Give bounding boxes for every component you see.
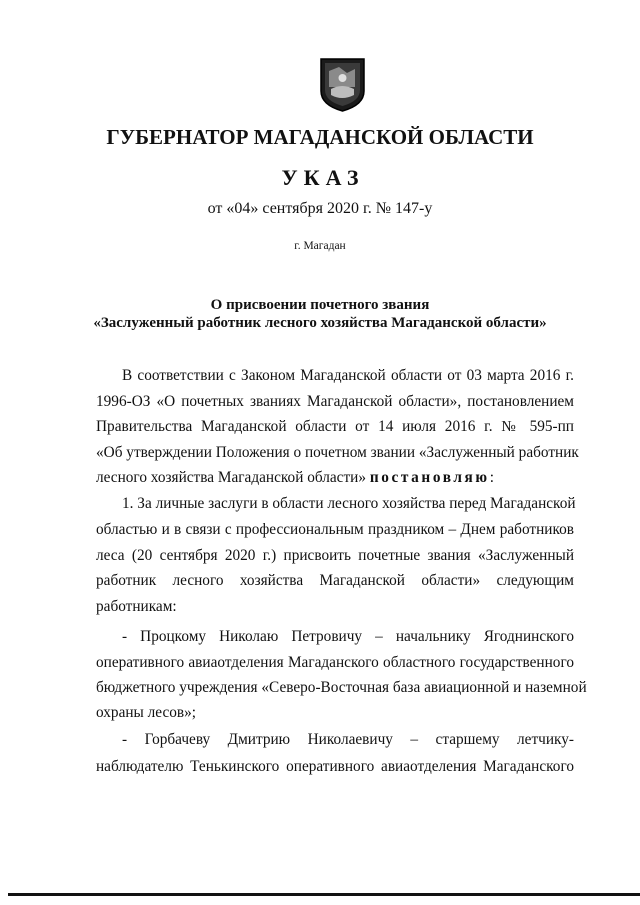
- document-date-number: от «04» сентября 2020 г. № 147-у: [207, 200, 433, 217]
- preamble-last-line: [96, 468, 574, 488]
- coat-of-arms-emblem: [319, 57, 366, 113]
- preamble-line: В соответствии с Законом Магаданской области от 03 марта 2016 г.: [122, 367, 574, 384]
- preamble-line: лесного хозяйства Магаданской области»: [96, 469, 366, 486]
- preamble-line: Правительства Магаданской области от 14 июля 2016 г. № 595-пп: [96, 418, 574, 435]
- document-title-line-1: О присвоении почетного звания: [210, 297, 430, 313]
- awardee-line: бюджетного учреждения «Северо-Восточная база авиационной и наземной: [96, 679, 587, 696]
- awardee-line: охраны лесов»;: [96, 704, 197, 721]
- preamble-line: «Об утверждении Положения о почетном звании «Заслуженный работник: [96, 444, 579, 461]
- item-1-line: работник лесного хозяйства Магаданской области» следующим: [96, 572, 574, 589]
- awardee-line: наблюдателю Тенькинского оперативного авиаотделения Магаданского: [96, 758, 574, 775]
- issuing-authority: ГУБЕРНАТОР МАГАДАНСКОЙ ОБЛАСТИ: [106, 125, 534, 149]
- item-1-line: 1. За личные заслуги в области лесного хозяйства перед Магаданской: [122, 495, 576, 512]
- page-bottom-border: [8, 893, 640, 896]
- document-place: г. Магадан: [294, 240, 346, 252]
- document-title-line-2: «Заслуженный работник лесного хозяйства Магаданской области»: [93, 315, 547, 331]
- item-1-line: работникам:: [96, 598, 177, 615]
- awardee-line: оперативного авиаотделения Магаданского областного государственного: [96, 654, 574, 671]
- item-1-line: леса (20 сентября 2020 г.) присвоить почетные звания «Заслуженный: [96, 547, 574, 564]
- item-1-line: областью и в связи с профессиональным праздником – Днем работников: [96, 521, 574, 538]
- preamble-line: 1996-ОЗ «О почетных званиях Магаданской области», постановлением: [96, 393, 574, 410]
- decree-colon: :: [489, 469, 494, 486]
- awardee-line: - Процкому Николаю Петровичу – начальнику Ягоднинского: [122, 628, 574, 645]
- awardee-line: - Горбачеву Дмитрию Николаевичу – старшему летчику-: [122, 731, 574, 748]
- decree-word: постановляю: [369, 469, 490, 486]
- document-type: УКАЗ: [281, 165, 365, 190]
